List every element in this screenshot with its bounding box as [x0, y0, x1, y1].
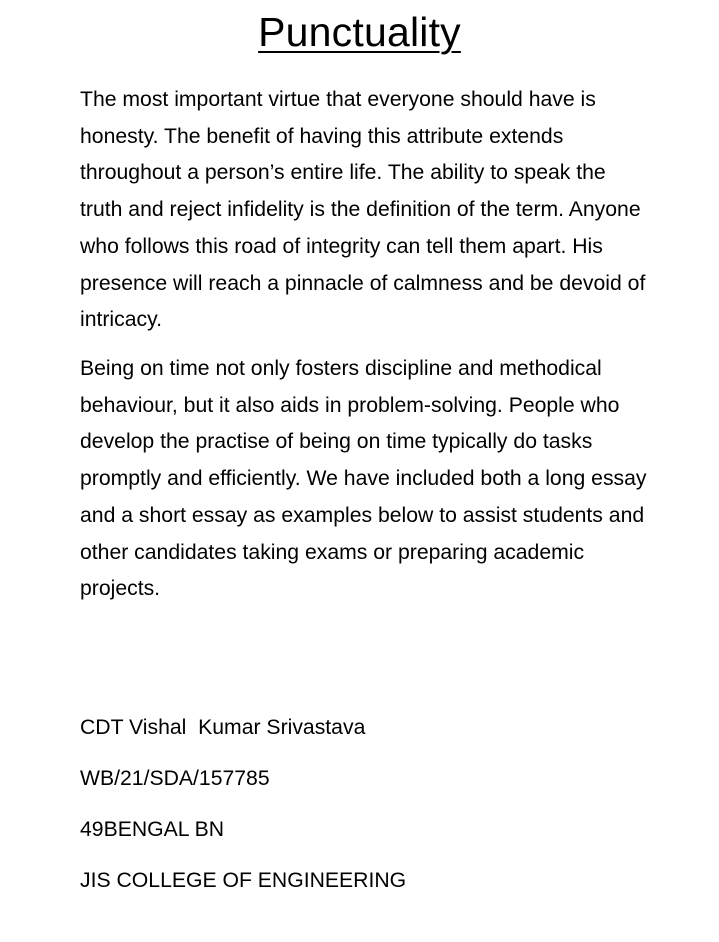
signature-unit: 49BENGAL BN — [80, 818, 225, 841]
paragraph-punctuality: Being on time not only fosters discipline and methodical behaviour, but it also aids in problem-solving. People who develop the practise of being on time typically do tasks promptly and efficiently. We have included both a long essay and a short essay as examples below to assist students and other candidates taking exams or preparing academic projects. — [80, 357, 647, 601]
signature-regimental-number: WB/21/SDA/157785 — [80, 767, 270, 790]
paragraph-honesty: The most important virtue that everyone should have is honesty. The benefit of having this attribute extends throughout a person’s entire life. The ability to speak the truth and reject infidelity is the definition of the term. Anyone who follows this road of integrity can tell them apart. His presence will reach a pinnacle of calmness and be devoid of intricacy. — [80, 88, 646, 332]
signature-institution: JIS COLLEGE OF ENGINEERING — [80, 869, 407, 892]
document-title: Punctuality — [258, 9, 461, 55]
signature-name: CDT Vishal Kumar Srivastava — [80, 716, 366, 739]
